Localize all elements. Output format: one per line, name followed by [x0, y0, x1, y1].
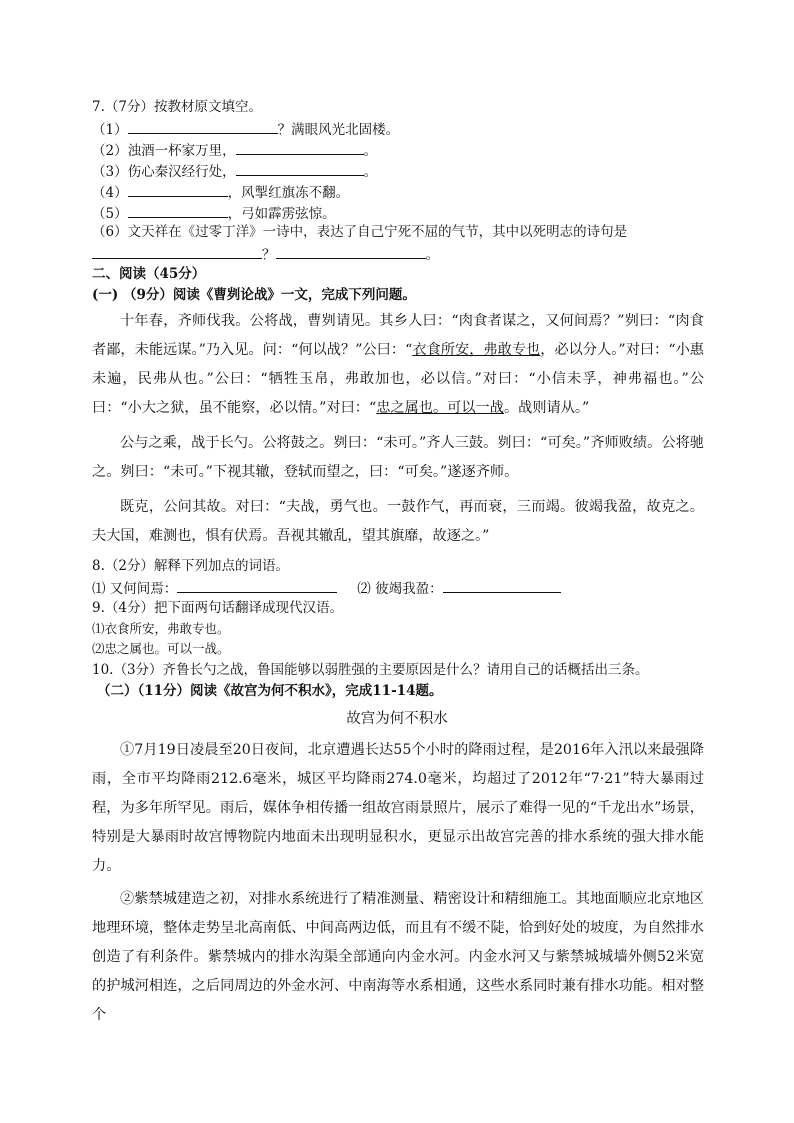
- q8-items: [92, 578, 561, 598]
- underlined-phrase-2: 忠之属也。可以一战: [376, 400, 504, 416]
- q7-line-2: [92, 140, 377, 160]
- q10-text: 10.（3分）齐鲁长勺之战，鲁国能够以弱胜强的主要原因是什么？请用自己的话概括出三条。: [92, 662, 649, 678]
- q7-4-label: （4）: [92, 185, 128, 201]
- passage-2-paragraph-1: ①7月19日凌晨至20日夜间，北京遭遇长达55个小时的降雨过程，是2016年入汛以来最强降雨，全市平均降雨212.6毫米，城区平均降雨274.0毫米，均超过了2012年“7·21”特大暴雨过程，为多年所罕见。雨后，媒体争相传播一组故宫雨景照片，展示了难得一见的“千龙出水”场景，特别是大暴雨时故宫博物院内地面未出现明显积水，更显示出故宫完善的排水系统的强大排水能力。: [92, 742, 704, 874]
- q7-6-end: 。: [425, 247, 439, 263]
- q8-b-label: ⑵ 彼竭我盈：: [357, 581, 443, 597]
- p1-text-a: 十年春，齐师伐我。公将战，曹刿请见。其乡人曰：“肉食者谋之，又何间焉？”刿曰：“肉食者鄙，未能远谋。”乃入见。问：“何以战？”公曰：“: [92, 313, 704, 358]
- q7-3-text: （3）伤心秦汉经行处，: [92, 164, 236, 180]
- q7-3-end: 。: [363, 164, 378, 180]
- q7-5-text: ，弓如霹雳弦惊。: [227, 206, 336, 222]
- q7-heading: 7.（7分）按教材原文填空。: [92, 99, 262, 115]
- q8-heading: 8.（2分）解释下列加点的词语。: [92, 558, 289, 574]
- q9-item-2: ⑵忠之属也。可以一战。: [92, 641, 230, 656]
- q7-line-3: [92, 161, 377, 181]
- q7-line-6b: [92, 244, 439, 264]
- passage-1-paragraph-2: 公与之乘，战于长勺。公将鼓之。刿曰：“未可。”齐人三鼓。刿曰：“可矣。”齐师败绩。公将驰之。刿曰：“未可。”下视其辙，登轼而望之，曰：“可矣。”遂逐齐师。: [92, 435, 704, 480]
- q7-line-4: [92, 182, 349, 202]
- passage-2-title: 故宫为何不积水: [346, 711, 448, 727]
- fill-blank[interactable]: [177, 578, 337, 593]
- fill-blank[interactable]: [128, 203, 228, 218]
- fill-blank[interactable]: [128, 119, 278, 134]
- fill-blank[interactable]: [276, 244, 426, 259]
- fill-blank[interactable]: [236, 161, 364, 176]
- fill-blank[interactable]: [443, 578, 561, 593]
- q8-a-label: ⑴ 又何间焉：: [92, 581, 178, 597]
- part-2-heading: （二）（11分）阅读《故宫为何不积水》，完成11-14题。: [97, 683, 443, 699]
- passage-2-paragraph-2: ②紫禁城建造之初，对排水系统进行了精准测量、精密设计和精细施工。其地面顺应北京地区地理环境，整体走势呈北高南低、中间高两边低，而且有不缓不陡，恰到好处的坡度，为自然排水创造了有利条件。紫禁城内的排水沟渠全部通向内金水河。内金水河又与紫禁城城墙外侧52米宽的护城河相连，之后同周边的外金水河、中南海等水系相通，这些水系同时兼有排水功能。相对整个: [92, 891, 704, 1023]
- passage-1-paragraph-3: 既克，公问其故。对曰：“夫战，勇气也。一鼓作气，再而衰，三而竭。彼竭我盈，故克之。夫大国，难测也，惧有伏焉。吾视其辙乱，望其旗靡，故逐之。”: [92, 499, 704, 544]
- fill-blank[interactable]: [92, 244, 262, 259]
- q7-line-5: [92, 203, 336, 223]
- fill-blank[interactable]: [236, 140, 364, 155]
- q7-2-end: 。: [363, 143, 378, 159]
- section-2-heading: 二、阅读（45分）: [92, 266, 206, 282]
- underlined-phrase-1: 衣食所安，弗敢专也: [412, 342, 541, 358]
- q9-heading: 9.（4分）把下面两句话翻译成现代汉语。: [92, 600, 343, 616]
- q7-5-label: （5）: [92, 206, 128, 222]
- q7-1-label: （1）: [92, 122, 128, 138]
- q7-line-1: [92, 119, 399, 139]
- part-1-heading: (一) （9分）阅读《曹刿论战》一文，完成下列问题。: [92, 287, 416, 303]
- q7-4-text: ，风掣红旗冻不翻。: [227, 185, 350, 201]
- p1-text-c: 。战则请从。”: [503, 400, 590, 416]
- p1-text-b: ，必以分人。”对曰：“小惠未遍，民弗从也。”公曰：“牺牲玉帛，弗敢加也，必以信。”对曰：“小信未孚，神弗福也。”公曰：“小大之狱，虽不能察，必以情。”对曰：“: [92, 342, 704, 416]
- q7-1-text: ？满眼风光北固楼。: [277, 122, 400, 138]
- q7-line-6: （6）文天祥在《过零丁洋》一诗中，表达了自己宁死不屈的气节，其中以死明志的诗句是: [92, 224, 628, 240]
- q9-item-1: ⑴衣食所安，弗敢专也。: [92, 621, 230, 636]
- q7-6-mid: ？: [262, 247, 276, 263]
- q7-2-text: （2）浊酒一杯家万里，: [92, 143, 236, 159]
- passage-1-paragraph-1: [92, 307, 704, 423]
- fill-blank[interactable]: [128, 182, 228, 197]
